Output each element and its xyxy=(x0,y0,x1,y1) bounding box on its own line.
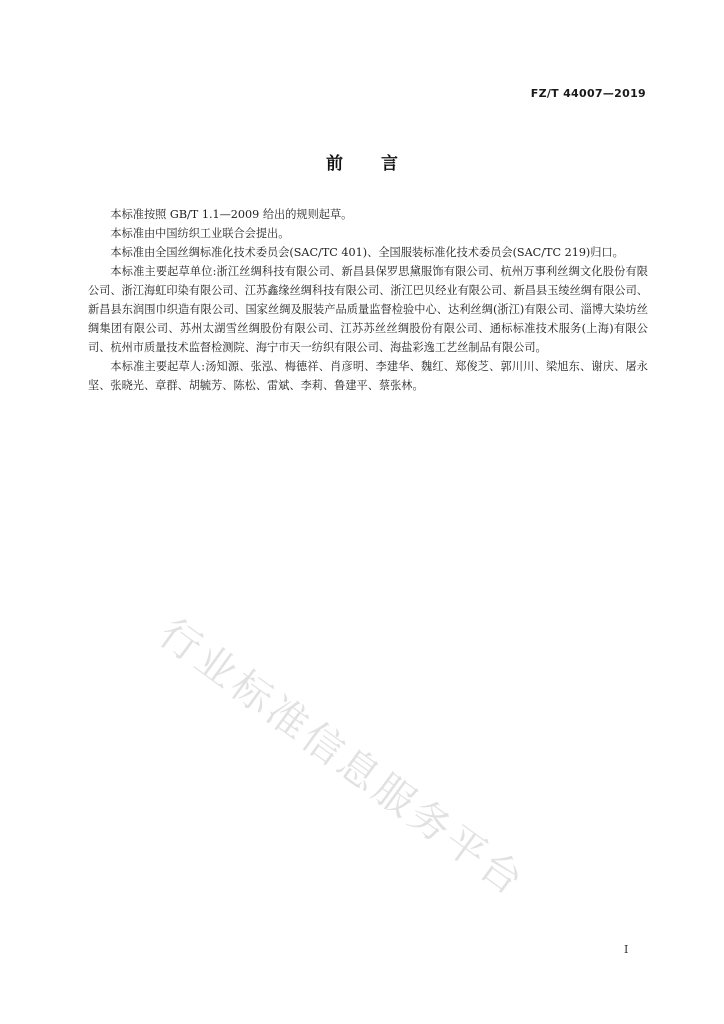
page-number: I xyxy=(624,943,629,956)
paragraph-drafting-rules: 本标准按照 GB/T 1.1—2009 给出的规则起草。 xyxy=(110,208,353,221)
standard-code: FZ/T 44007—2019 xyxy=(530,87,646,100)
paragraph-drafting-units: 本标准主要起草单位:浙江丝绸科技有限公司、新昌县保罗思黛服饰有限公司、杭州万事利丝绸文化股份有限公司、浙江海虹印染有限公司、江苏鑫缘丝绸科技有限公司、浙江巴贝经业有限公司、新昌县玉绫丝绸有限公司、新昌县东润围巾织造有限公司、国家丝绸及服装产品质量监督检验中心、达利丝绸(浙江)有限公司、淄博大染坊丝绸集团有限公司、苏州太湖雪丝绸股份有限公司、江苏苏丝丝绸股份有限公司、通标标准技术服务(上海)有限公司、杭州市质量技术监督检测院、海宁市天一纺织有限公司、海盐彩逸工艺丝制品有限公司。 xyxy=(88,265,648,354)
page-title: 前言 xyxy=(326,154,436,174)
paragraph-drafters: 本标准主要起草人:汤知源、张泓、梅德祥、肖彦明、李建华、魏红、郑俊芝、郭川川、梁旭东、谢庆、屠永坚、张晓光、章群、胡毓芳、陈松、雷斌、李莉、鲁建平、蔡张林。 xyxy=(88,360,648,392)
paragraph-administration: 本标准由全国丝绸标准化技术委员会(SAC/TC 401)、全国服装标准化技术委员会(SAC/TC 219)归口。 xyxy=(110,246,624,259)
paragraph-proposer: 本标准由中国纺织工业联合会提出。 xyxy=(110,227,290,240)
foreword-body xyxy=(88,205,648,395)
watermark: 行业标准信息服务平台 xyxy=(150,610,534,907)
